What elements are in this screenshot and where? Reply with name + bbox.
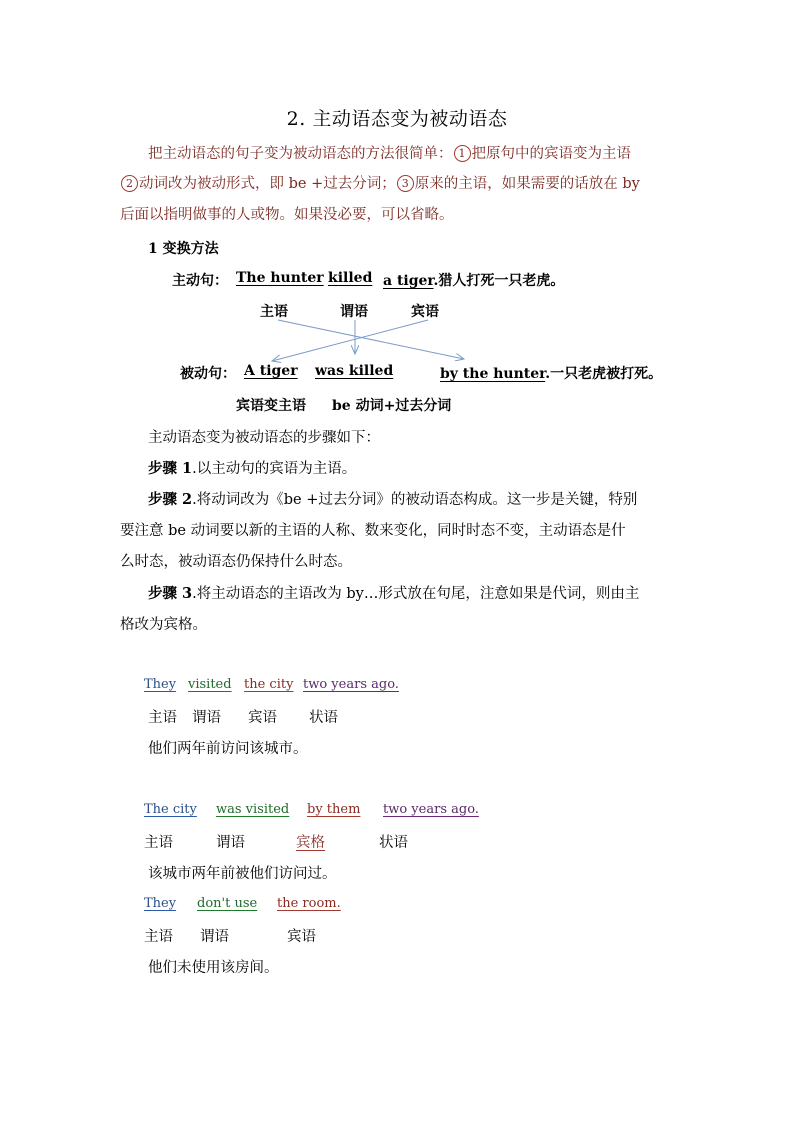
passive-by-group bbox=[440, 363, 662, 383]
intro-text-1a: 把主动语态的句子变为被动语态的方法很简单： bbox=[148, 146, 453, 162]
active-object: a tiger bbox=[383, 273, 434, 289]
circled-number-2: 2 bbox=[121, 175, 138, 192]
step-2-label: 步骤 2 bbox=[148, 491, 193, 508]
circled-number-1: 1 bbox=[454, 145, 471, 162]
example-1-word-object: the city bbox=[244, 677, 294, 692]
intro-text-1b: 把原句中的宾语变为主语 bbox=[471, 146, 631, 162]
steps-intro: 主动语态变为被动语态的步骤如下： bbox=[148, 430, 380, 446]
note-object-to-subject: 宾语变主语 bbox=[236, 398, 306, 414]
example-2-word-verb: was visited bbox=[216, 802, 290, 817]
role-subject: 主语 bbox=[260, 304, 288, 320]
example-1-word-verb: visited bbox=[188, 677, 232, 692]
step-3-label: 步骤 3 bbox=[148, 585, 193, 602]
passive-subject: A tiger bbox=[244, 363, 298, 379]
example-1-translation: 他们两年前访问该城市。 bbox=[148, 741, 308, 757]
step-2-line-3: 么时态，被动语态仍保持什么时态。 bbox=[120, 554, 352, 570]
example-2-word-adverbial: two years ago. bbox=[383, 802, 479, 817]
example-3-translation: 他们未使用该房间。 bbox=[148, 960, 279, 976]
example-3-role-predicate: 谓语 bbox=[200, 929, 229, 945]
example-2-role-subject: 主语 bbox=[144, 835, 173, 851]
example-1-role-subject: 主语 bbox=[148, 710, 177, 726]
example-3-word-subject: They bbox=[144, 896, 177, 911]
passive-translation: .一只老虎被打死。 bbox=[545, 366, 663, 382]
example-1-role-adverbial: 状语 bbox=[309, 710, 338, 726]
example-1-role-predicate: 谓语 bbox=[192, 710, 221, 726]
active-verb: killed bbox=[328, 270, 373, 286]
circled-number-3: 3 bbox=[397, 175, 414, 192]
example-1-word-subject: They bbox=[144, 677, 177, 692]
arrow-subject-to-by bbox=[278, 320, 464, 359]
role-object: 宾语 bbox=[411, 304, 439, 320]
passive-verb: was killed bbox=[315, 363, 394, 379]
active-sentence-label: 主动句： bbox=[172, 273, 228, 289]
intro-text-2a: 动词改为被动形式，即 be +过去分词； bbox=[139, 176, 396, 192]
example-2-role-object-case: 宾格 bbox=[296, 835, 325, 851]
example-3-role-subject: 主语 bbox=[144, 929, 173, 945]
step-3-text-1: .将主动语态的主语改为 by…形式放在句尾，注意如果是代词，则由主 bbox=[192, 586, 640, 602]
example-1-role-object: 宾语 bbox=[248, 710, 277, 726]
step-2-text-1: .将动词改为《be +过去分词》的被动语态构成。这一步是关键，特别 bbox=[192, 492, 638, 508]
example-2-word-subject: The city bbox=[144, 802, 197, 817]
example-2-word-agent: by them bbox=[307, 802, 361, 817]
step-2-line-1 bbox=[148, 488, 637, 509]
step-3-line-2: 格改为宾格。 bbox=[120, 617, 207, 633]
step-3-line-1 bbox=[148, 582, 639, 603]
example-2-role-predicate: 谓语 bbox=[216, 835, 245, 851]
step-1-label: 步骤 1 bbox=[148, 460, 193, 477]
step-2-line-2: 要注意 be 动词要以新的主语的人称、数来变化，同时时态不变，主动语态是什 bbox=[120, 523, 626, 539]
page-title: 2. 主动语态变为被动语态 bbox=[286, 108, 508, 130]
passive-sentence-label: 被动句： bbox=[180, 366, 236, 382]
arrow-object-to-subject bbox=[272, 320, 428, 361]
note-be-verb: be 动词+过去分词 bbox=[332, 398, 452, 414]
example-2-translation: 该城市两年前被他们访问过。 bbox=[148, 866, 337, 882]
active-subject: The hunter bbox=[236, 270, 324, 286]
example-3-word-verb: don't use bbox=[197, 896, 258, 911]
role-predicate: 谓语 bbox=[340, 304, 368, 320]
example-3-role-object: 宾语 bbox=[287, 929, 316, 945]
example-1-word-adverbial: two years ago. bbox=[303, 677, 399, 692]
section-heading: 1 变换方法 bbox=[148, 241, 219, 257]
step-1 bbox=[148, 457, 356, 478]
intro-line-3: 后面以指明做事的人或物。如果没必要，可以省略。 bbox=[120, 207, 454, 223]
passive-by-agent: by the hunter bbox=[440, 366, 546, 382]
example-3-word-object: the room. bbox=[277, 896, 341, 911]
active-translation: .猎人打死一只老虎。 bbox=[433, 273, 565, 289]
step-1-text: .以主动句的宾语为主语。 bbox=[192, 461, 357, 477]
example-2-role-adverbial: 状语 bbox=[379, 835, 408, 851]
intro-text-2b: 原来的主语，如果需要的话放在 by bbox=[414, 176, 640, 192]
